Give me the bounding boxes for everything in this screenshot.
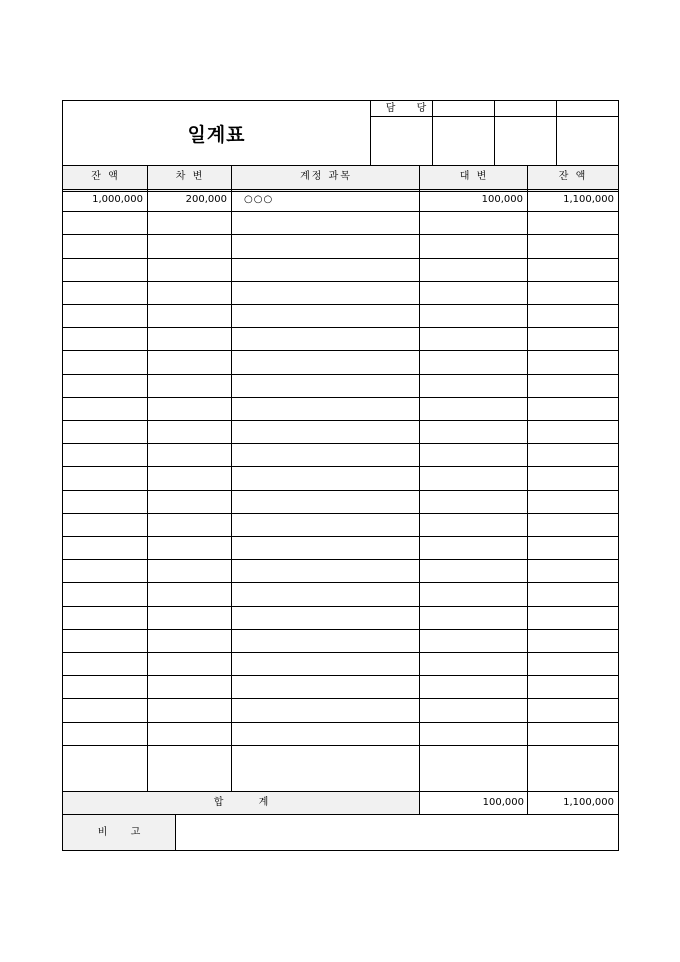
cell-credit[interactable] [420,723,527,745]
cell-balance-left[interactable] [63,351,147,373]
cell-account[interactable] [232,607,419,629]
cell-balance-left[interactable] [63,259,147,281]
approval-label: 담 당 [385,103,436,114]
cell-credit[interactable] [420,259,527,281]
column-divider-4 [527,165,528,815]
cell-balance-left[interactable] [63,491,147,513]
cell-credit[interactable] [420,467,527,489]
cell-credit[interactable] [420,560,527,582]
cell-balance-left[interactable] [63,746,147,768]
cell-credit[interactable] [420,212,527,234]
cell-credit[interactable] [420,514,527,536]
cell-account[interactable] [232,444,419,466]
column-divider-3 [419,165,420,815]
column-header-debit: 차 변 [175,171,205,182]
cell-balance-left[interactable] [63,607,147,629]
column-header-account: 계정 과목 [300,171,352,182]
cell-balance-right[interactable] [528,560,618,582]
cell-account[interactable] [232,351,419,373]
cell-credit[interactable] [420,351,527,373]
approval-box-3[interactable] [557,117,618,165]
cell-account[interactable] [232,560,419,582]
cell-debit[interactable] [148,235,231,257]
cell-account[interactable] [232,305,419,327]
cell-credit[interactable] [420,653,527,675]
cell-credit[interactable] [420,630,527,652]
cell-credit[interactable]: 100,000 [481,194,523,205]
cell-balance-left[interactable] [63,723,147,745]
cell-debit[interactable] [148,282,231,304]
cell-debit[interactable] [148,421,231,443]
cell-debit[interactable] [148,723,231,745]
cell-balance-right[interactable] [528,653,618,675]
cell-credit[interactable] [420,421,527,443]
cell-credit[interactable] [420,328,527,350]
cell-balance-right[interactable] [528,607,618,629]
cell-balance-right[interactable] [528,583,618,605]
cell-balance-left[interactable] [63,560,147,582]
column-divider-2 [231,165,232,791]
remark-label: 비 고 [63,815,176,850]
cell-account[interactable] [232,630,419,652]
cell-balance-right[interactable] [528,723,618,745]
cell-balance-right[interactable] [528,514,618,536]
cell-debit[interactable] [148,583,231,605]
cell-balance-right[interactable] [528,328,618,350]
cell-balance-left[interactable] [63,375,147,397]
cell-balance-left[interactable] [63,212,147,234]
cell-balance-right[interactable] [528,444,618,466]
cell-account[interactable] [232,537,419,559]
cell-balance-right[interactable] [528,537,618,559]
cell-credit[interactable] [420,444,527,466]
cell-balance-left[interactable] [63,467,147,489]
cell-debit[interactable] [148,259,231,281]
cell-balance-left[interactable] [63,653,147,675]
cell-account[interactable] [232,212,419,234]
cell-account[interactable] [232,421,419,443]
cell-balance-right[interactable] [528,375,618,397]
total-label: 합 계 [63,792,419,814]
remark-field[interactable] [177,815,618,850]
cell-debit[interactable] [148,607,231,629]
cell-account[interactable] [232,514,419,536]
cell-balance-left[interactable] [63,398,147,420]
column-header-credit: 대 변 [459,171,489,182]
page-title: 일계표 [187,123,246,146]
cell-debit[interactable] [148,328,231,350]
cell-account[interactable] [232,583,419,605]
cell-account[interactable] [232,491,419,513]
cell-credit[interactable] [420,282,527,304]
cell-debit[interactable] [148,305,231,327]
total-row [63,791,618,815]
cell-account[interactable] [232,723,419,745]
cell-balance-left[interactable] [63,630,147,652]
cell-credit[interactable] [420,607,527,629]
cell-credit[interactable] [420,537,527,559]
approval-box-2[interactable] [495,117,556,165]
cell-balance-left[interactable] [63,282,147,304]
cell-balance-left[interactable] [63,328,147,350]
cell-credit[interactable] [420,305,527,327]
cell-balance-right[interactable] [528,630,618,652]
cell-account[interactable]: ○○○ [244,194,274,205]
cell-balance-left[interactable]: 1,000,000 [92,194,143,205]
cell-balance-left[interactable] [63,444,147,466]
cell-balance-left[interactable] [63,514,147,536]
total-credit: 100,000 [482,797,524,808]
cell-credit[interactable] [420,398,527,420]
cell-balance-right[interactable] [528,305,618,327]
cell-balance-right[interactable] [528,259,618,281]
total-balance: 1,100,000 [563,797,614,808]
daily-ledger-sheet [62,100,619,851]
cell-balance-left[interactable] [63,676,147,698]
cell-balance-right[interactable] [528,676,618,698]
cell-balance-left[interactable] [63,235,147,257]
column-divider-1 [147,165,148,791]
cell-debit[interactable] [148,676,231,698]
cell-debit[interactable] [148,514,231,536]
cell-credit[interactable] [420,375,527,397]
cell-debit[interactable] [148,398,231,420]
cell-balance-right[interactable] [528,282,618,304]
cell-balance-right[interactable] [528,699,618,721]
cell-credit[interactable] [420,235,527,257]
cell-account[interactable] [232,467,419,489]
cell-debit[interactable] [148,699,231,721]
cell-debit[interactable] [148,467,231,489]
cell-account[interactable] [232,235,419,257]
cell-account[interactable] [232,746,419,768]
cell-account[interactable] [232,328,419,350]
cell-debit[interactable] [148,491,231,513]
cell-account[interactable] [232,259,419,281]
cell-balance-right[interactable]: 1,100,000 [563,194,614,205]
cell-balance-right[interactable] [528,746,618,768]
cell-balance-right[interactable] [528,235,618,257]
cell-credit[interactable] [420,676,527,698]
cell-debit[interactable] [148,212,231,234]
cell-account[interactable] [232,282,419,304]
cell-debit[interactable] [148,560,231,582]
cell-debit[interactable] [148,375,231,397]
cell-account[interactable] [232,699,419,721]
cell-debit[interactable] [148,630,231,652]
cell-balance-left[interactable] [63,583,147,605]
cell-debit[interactable] [148,351,231,373]
cell-account[interactable] [232,375,419,397]
cell-credit[interactable] [420,699,527,721]
cell-account[interactable] [232,653,419,675]
cell-balance-left[interactable] [63,305,147,327]
cell-debit[interactable]: 200,000 [185,194,227,205]
cell-balance-left[interactable] [63,699,147,721]
cell-balance-right[interactable] [528,398,618,420]
cell-account[interactable] [232,676,419,698]
cell-debit[interactable] [148,653,231,675]
cell-balance-right[interactable] [528,491,618,513]
cell-debit[interactable] [148,746,231,768]
cell-credit[interactable] [420,583,527,605]
cell-balance-left[interactable] [63,421,147,443]
column-header-balance-right: 잔 액 [558,171,588,182]
cell-debit[interactable] [148,444,231,466]
cell-balance-right[interactable] [528,212,618,234]
approval-box-1[interactable] [433,117,494,165]
cell-debit[interactable] [148,537,231,559]
cell-balance-left[interactable] [63,537,147,559]
cell-balance-right[interactable] [528,351,618,373]
cell-balance-right[interactable] [528,467,618,489]
cell-credit[interactable] [420,746,527,768]
cell-account[interactable] [232,398,419,420]
cell-credit[interactable] [420,491,527,513]
column-header-balance-left: 잔 액 [91,171,120,182]
cell-balance-right[interactable] [528,421,618,443]
